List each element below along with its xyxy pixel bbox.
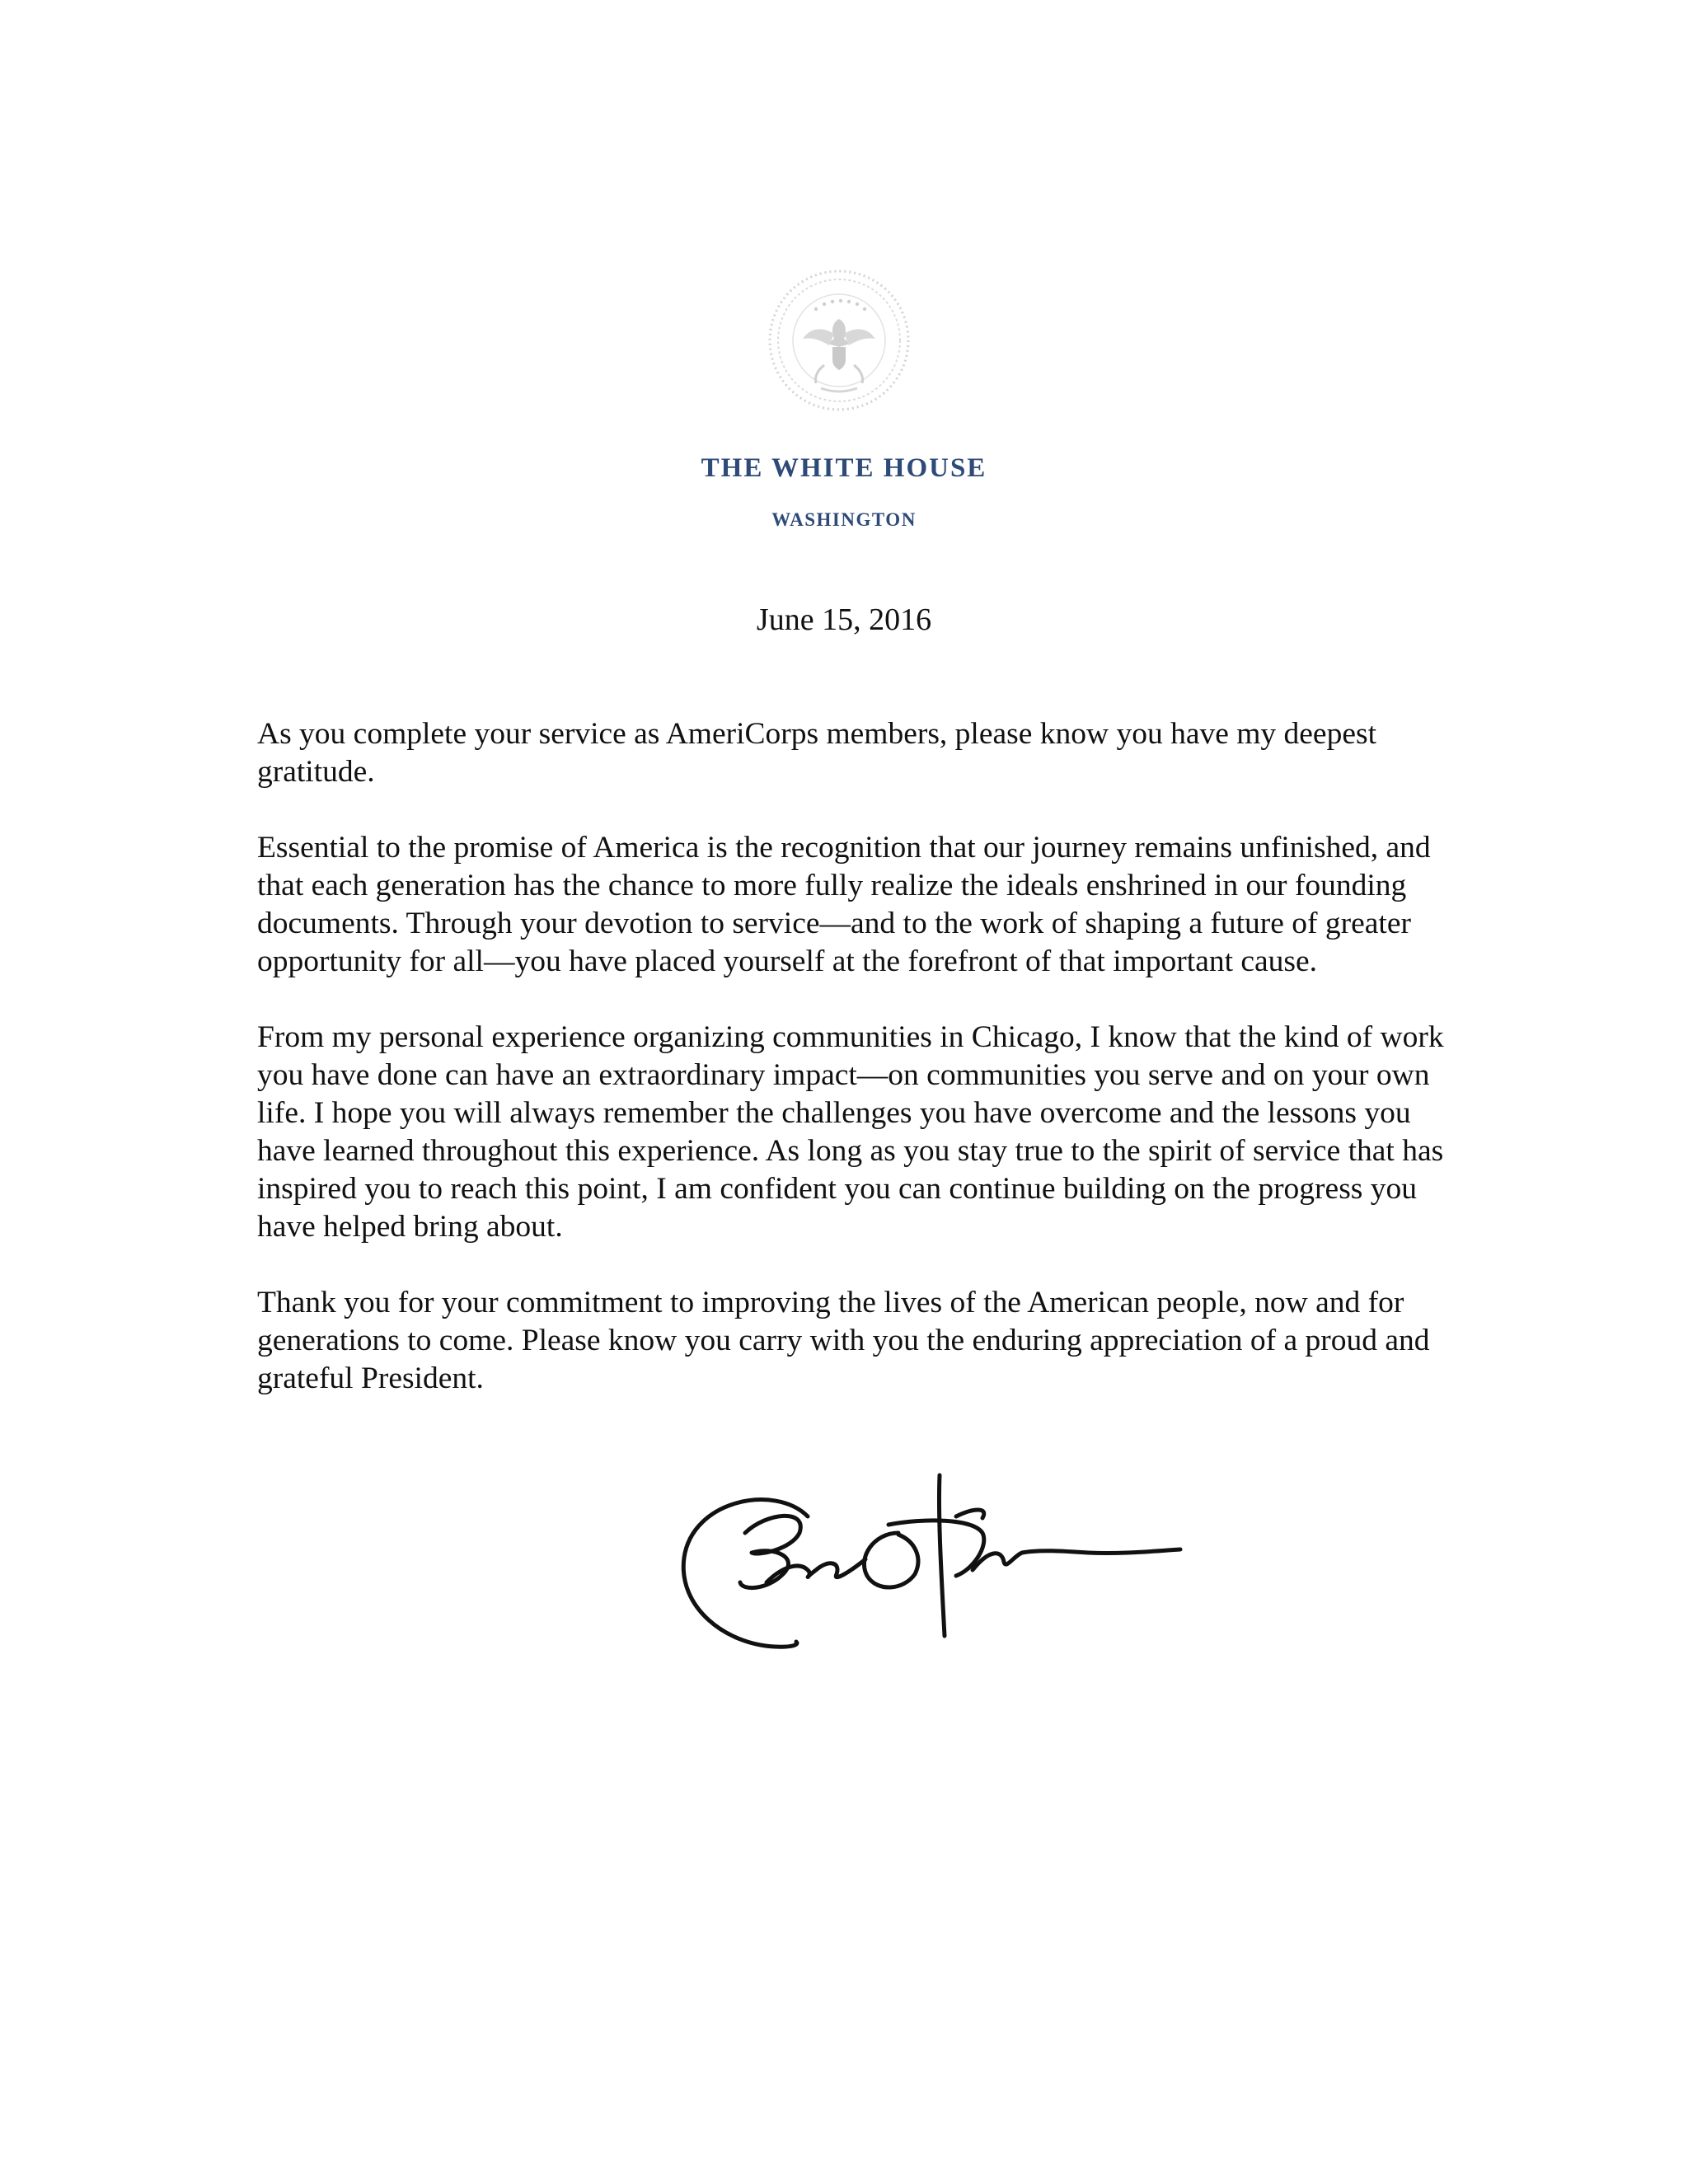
paragraph-2: Essential to the promise of America is the recognition that our journey remains unfinished, and that each generation has the chance to more fully realize the ideals enshrined in our founding documents. Through your devotion to service—and to the work of shaping a future of greater opportunity for all—you have placed yourself at the forefront of that important cause. <box>257 831 1431 978</box>
paragraph-3: From my personal experience organizing communities in Chicago, I know that the kind of work you have done can have an extraordinary impact—on communities you serve and on your own life. I hope you will always remember the challenges you have overcome and the lessons you have learned throughout this experience. As long as you stay true to the spirit of service that has inspired you to reach this point, I am confident you can continue building on the progress you have helped bring about. <box>257 1020 1444 1244</box>
paragraph-1: As you complete your service as AmeriCorps members, please know you have my deepest gratitude. <box>257 717 1376 789</box>
signature-icon <box>676 1467 1187 1681</box>
letter-body <box>257 715 1461 1436</box>
paragraph-4: Thank you for your commitment to improving the lives of the American people, now and for generations to come. Please know you carry with you the enduring appreciation of a proud and grateful President. <box>257 1286 1430 1395</box>
letterhead-subtitle: WASHINGTON <box>771 509 917 530</box>
letterhead-title: THE WHITE HOUSE <box>701 453 987 483</box>
presidential-seal-icon <box>767 268 912 413</box>
letter-date: June 15, 2016 <box>756 602 932 637</box>
